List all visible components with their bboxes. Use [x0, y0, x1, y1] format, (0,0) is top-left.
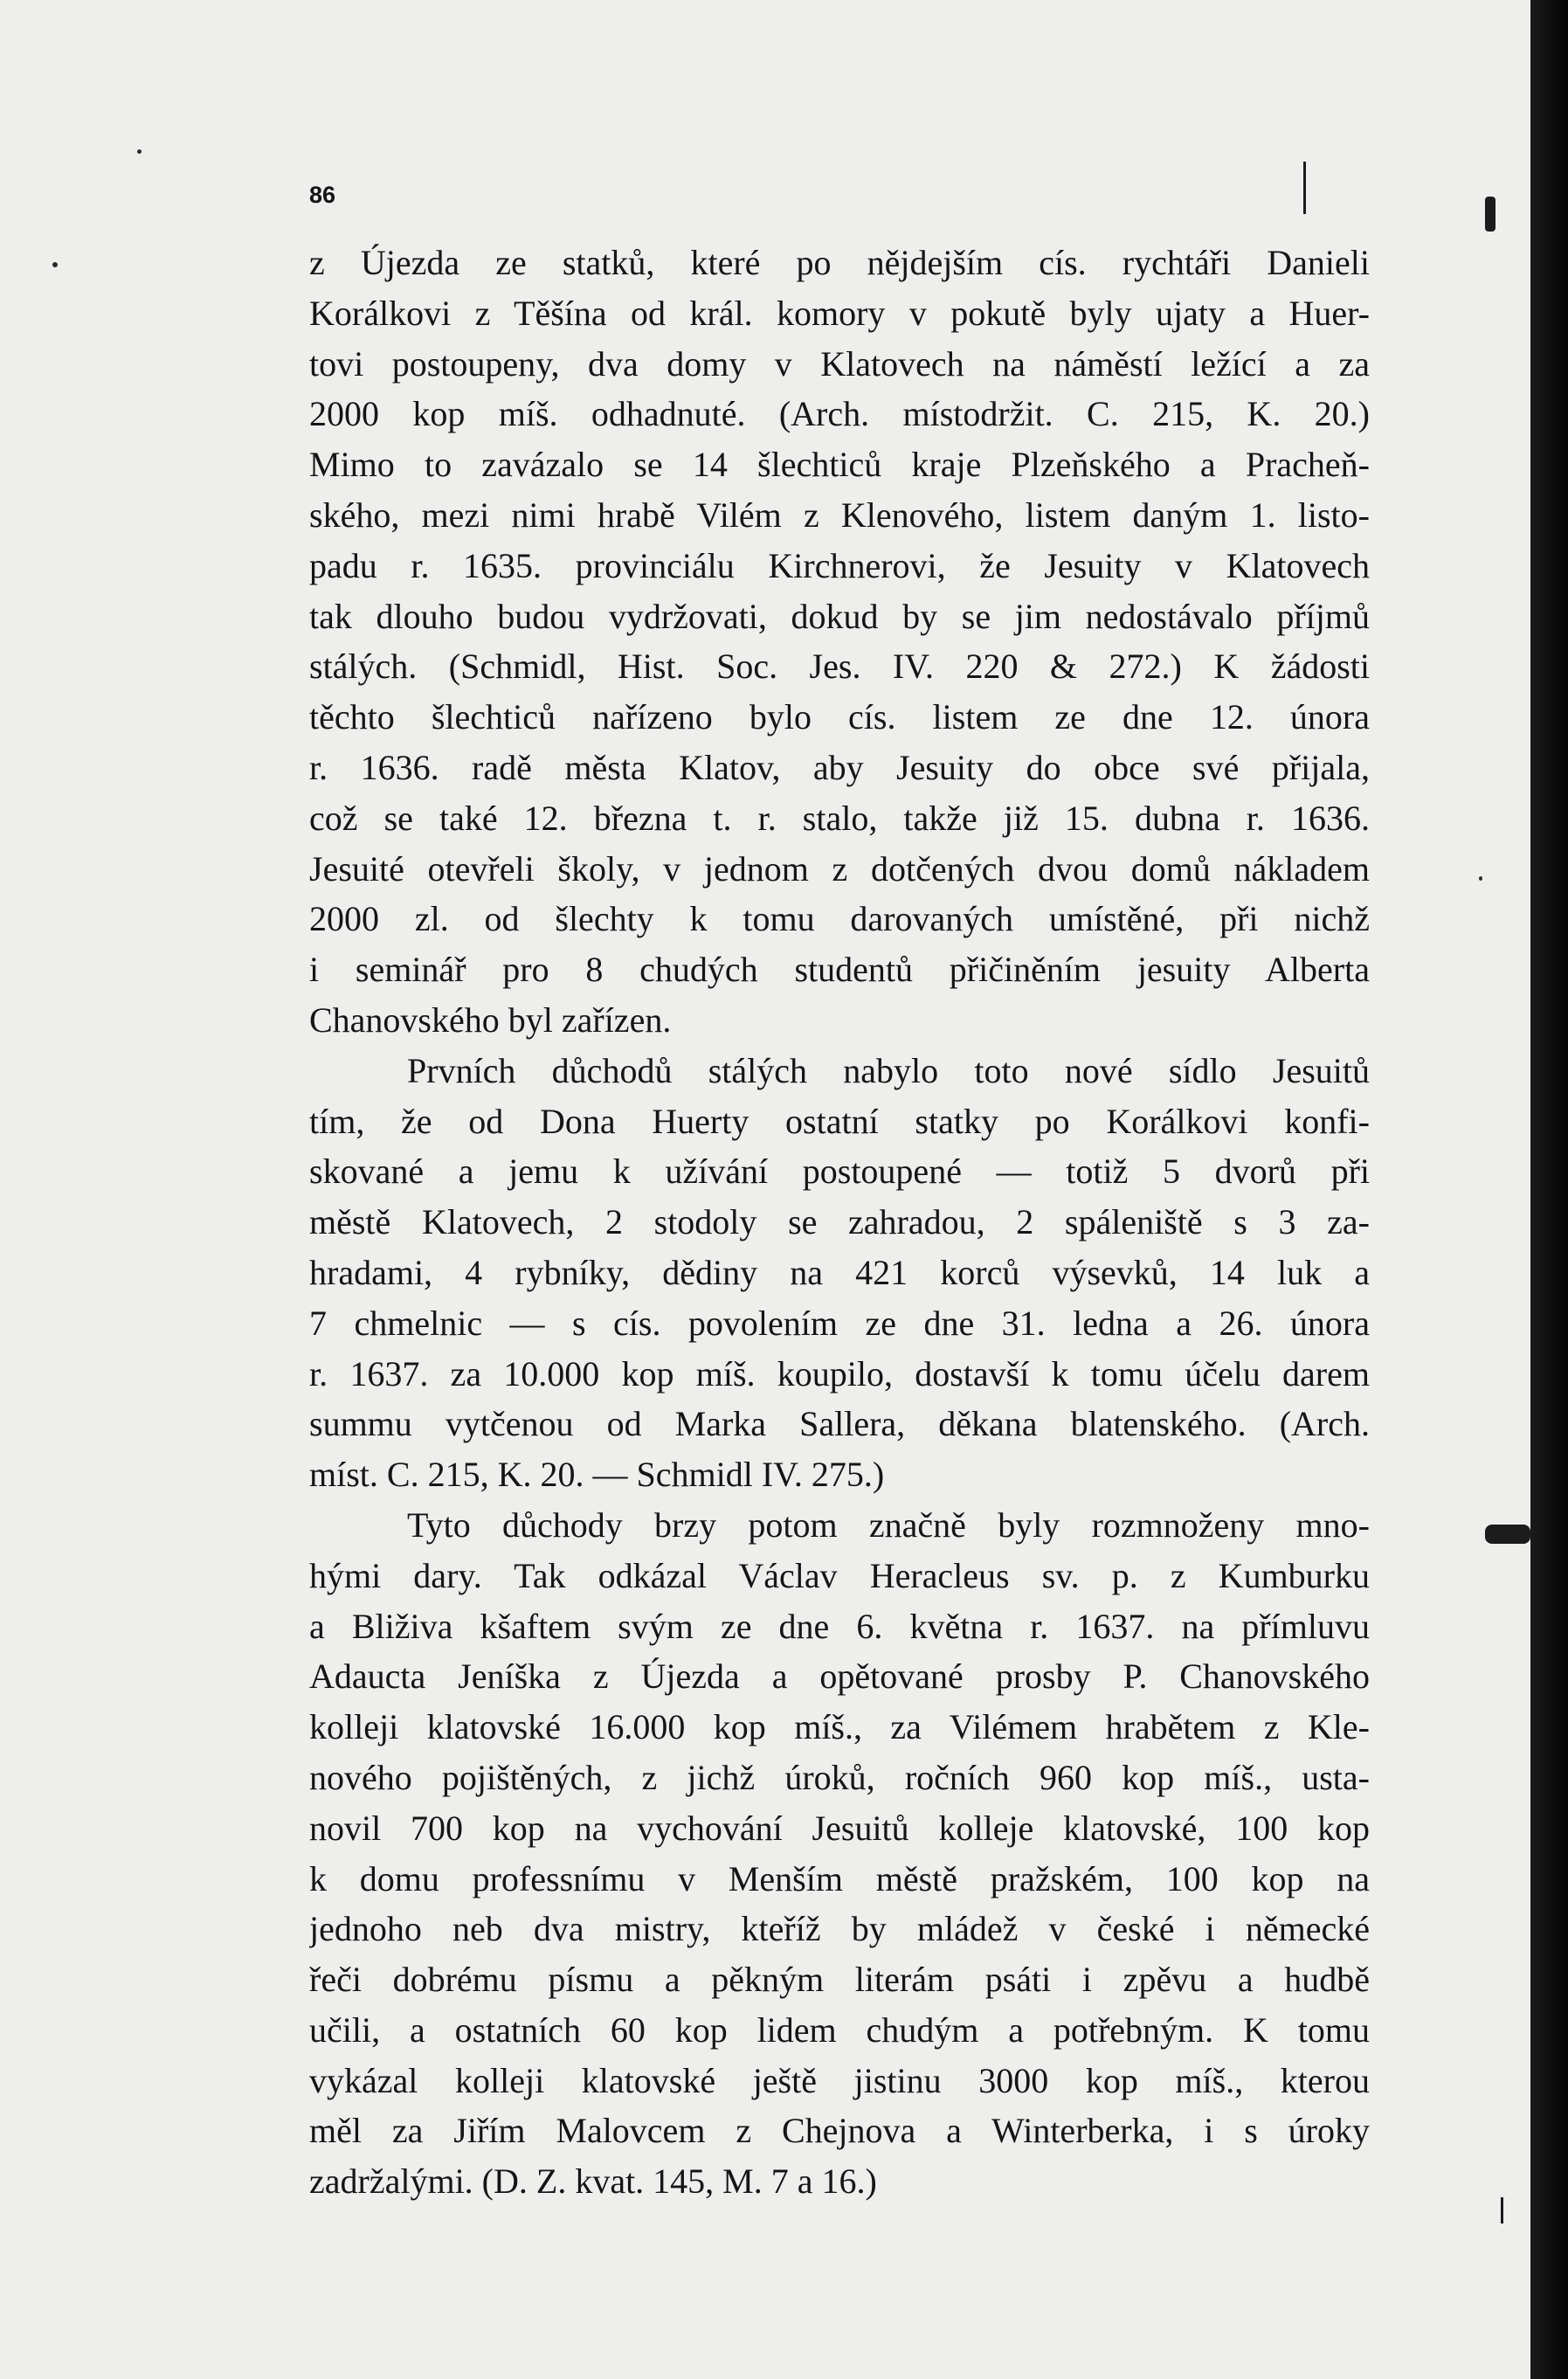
- text-line: r. 1637. za 10.000 kop míš. koupilo, dostavší k tomu účelu darem: [309, 1353, 1370, 1394]
- text-line: Mimo to zavázalo se 14 šlechticů kraje Plzeňského a Pracheň-: [309, 445, 1370, 485]
- scan-speck: [52, 262, 58, 267]
- text-line: vykázal kolleji klatovské ještě jistinu 3000 kop míš., kterou: [309, 2060, 1370, 2100]
- text-line: stálých. (Schmidl, Hist. Soc. Jes. IV. 220 & 272.) K žádosti: [309, 647, 1370, 687]
- text-line: což se také 12. března t. r. stalo, takže již 15. dubna r. 1636.: [309, 798, 1370, 838]
- text-line: 7 chmelnic — s cís. povolením ze dne 31. ledna a 26. února: [309, 1303, 1370, 1343]
- scan-edge: [1530, 0, 1568, 2379]
- text-line: i seminář pro 8 chudých studentů přičiněním jesuity Alberta: [309, 950, 1370, 990]
- margin-mark: [1501, 2197, 1503, 2223]
- text-line: Jesuité otevřeli školy, v jednom z dotčených dvou domů nákladem: [309, 848, 1370, 889]
- margin-mark: [1485, 197, 1495, 232]
- text-line: městě Klatovech, 2 stodoly se zahradou, 2 spáleniště s 3 za-: [309, 1202, 1370, 1242]
- text-line: r. 1636. radě města Klatov, aby Jesuity do obce své přijala,: [309, 747, 1370, 787]
- text-line: Chanovského byl zařízen.: [309, 999, 672, 1040]
- scan-speck: [137, 149, 142, 154]
- text-line: novil 700 kop na vychování Jesuitů kolleje klatovské, 100 kop: [309, 1808, 1370, 1848]
- text-line: jednoho neb dva mistry, kteříž by mládež v české i německé: [309, 1909, 1370, 1949]
- scan-speck: [1479, 876, 1482, 881]
- text-line: měl za Jiřím Malovcem z Chejnova a Winterberka, i s úroky: [309, 2111, 1370, 2151]
- text-line: hými dary. Tak odkázal Václav Heracleus sv. p. z Kumburku: [309, 1555, 1370, 1595]
- text-line: 2000 zl. od šlechty k tomu darovaných umístěné, při nichž: [309, 899, 1370, 939]
- text-line: Korálkovi z Těšína od král. komory v pokutě byly ujaty a Huer-: [309, 293, 1370, 333]
- text-line: řeči dobrému písmu a pěkným literám psáti i zpěvu a hudbě: [309, 1960, 1370, 2000]
- text-line: těchto šlechticů nařízeno bylo cís. listem ze dne 12. února: [309, 697, 1370, 737]
- margin-mark: [1485, 1525, 1530, 1544]
- text-line: Tyto důchody brzy potom značně byly rozmnoženy mno-: [407, 1504, 1370, 1545]
- text-line: a Bliživa kšaftem svým ze dne 6. května r. 1637. na přímluvu: [309, 1606, 1370, 1646]
- text-line: 2000 kop míš. odhadnuté. (Arch. místodržit. C. 215, K. 20.): [309, 394, 1370, 434]
- text-line: zadržalými. (D. Z. kvat. 145, M. 7 a 16.): [309, 2161, 877, 2202]
- text-line: tak dlouho budou vydržovati, dokud by se jim nedostávalo příjmů: [309, 596, 1370, 636]
- text-line: hradami, 4 rybníky, dědiny na 421 korců výsevků, 14 luk a: [309, 1252, 1370, 1292]
- text-line: míst. C. 215, K. 20. — Schmidl IV. 275.): [309, 1455, 885, 1495]
- body-text: [309, 238, 1370, 2207]
- text-line: Adaucta Jeníška z Újezda a opětované prosby P. Chanovského: [309, 1656, 1370, 1697]
- text-line: ského, mezi nimi hrabě Vilém z Klenového, listem daným 1. listo-: [309, 494, 1370, 535]
- text-line: padu r. 1635. provinciálu Kirchnerovi, že Jesuity v Klatovech: [309, 545, 1370, 585]
- text-line: kolleji klatovské 16.000 kop míš., za Vilémem hrabětem z Kle-: [309, 1707, 1370, 1747]
- page-number: 86: [309, 182, 336, 208]
- text-line: z Újezda ze statků, které po nějdejším cís. rychtáři Danieli: [309, 243, 1370, 282]
- margin-mark: [1303, 162, 1306, 214]
- text-line: k domu professnímu v Menším městě pražském, 100 kop na: [309, 1858, 1370, 1898]
- text-line: nového pojištěných, z jichž úroků, ročních 960 kop míš., usta-: [309, 1757, 1370, 1797]
- text-line: tím, že od Dona Huerty ostatní statky po Korálkovi konfi-: [309, 1101, 1370, 1141]
- text-line: Prvních důchodů stálých nabylo toto nové sídlo Jesuitů: [407, 1050, 1370, 1090]
- text-line: učili, a ostatních 60 kop lidem chudým a potřebným. K tomu: [309, 2009, 1370, 2050]
- text-line: tovi postoupeny, dva domy v Klatovech na náměstí ležící a za: [309, 343, 1370, 384]
- text-line: skované a jemu k užívání postoupené — totiž 5 dvorů při: [309, 1151, 1370, 1192]
- text-line: summu vytčenou od Marka Sallera, děkana blatenského. (Arch.: [309, 1404, 1370, 1444]
